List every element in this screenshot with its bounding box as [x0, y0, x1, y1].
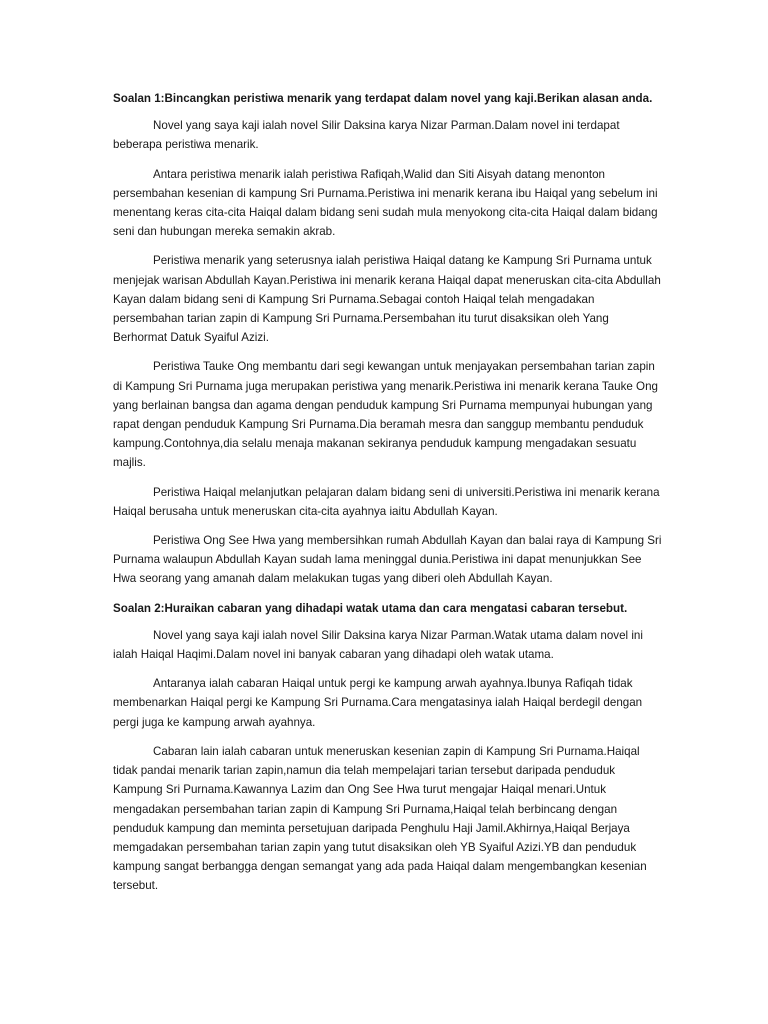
q1-paragraph-3: Peristiwa menarik yang seterusnya ialah peristiwa Haiqal datang ke Kampung Sri Purnama untuk menjejak warisan Abdullah Kayan.Peristiwa ini menarik kerana Haiqal dapat meneruskan cita-cita Abdullah Kayan dalam bidang seni di Kampung Sri Purnama.Sebagai contoh Haiqal telah mengadakan persembahan tarian zapin di Kampung Sri Purnama.Persembahan itu turut disaksikan oleh Yang Berhormat Datuk Syaiful Azizi.: [113, 254, 661, 345]
q1-paragraph-2: Antara peristiwa menarik ialah peristiwa Rafiqah,Walid dan Siti Aisyah datang menonton persembahan kesenian di kampung Sri Purnama.Peristiwa ini menarik kerana ibu Haiqal yang sebelum ini menentang keras cita-cita Haiqal dalam bidang seni sudah mula menyokong cita-cita Haiqal dalam bidang seni dan hubungan mereka semakin akrab.: [113, 167, 658, 239]
question-2-heading: Soalan 2:Huraikan cabaran yang dihadapi watak utama dan cara mengatasi cabaran tersebut.: [113, 601, 628, 615]
question-1-heading: Soalan 1:Bincangkan peristiwa menarik yang terdapat dalam novel yang kaji.Berikan alasan anda.: [113, 92, 653, 105]
q2-paragraph-2: Antaranya ialah cabaran Haiqal untuk pergi ke kampung arwah ayahnya.Ibunya Rafiqah tidak membenarkan Haiqal pergi ke Kampung Sri Purnama.Cara mengatasinya ialah Haiqal berdegil dengan pergi juga ke kampung arwah ayahnya.: [113, 677, 643, 729]
document-body: [113, 89, 663, 906]
q1-paragraph-1: Novel yang saya kaji ialah novel Silir Daksina karya Nizar Parman.Dalam novel ini terdapat beberapa peristiwa menarik.: [113, 119, 620, 152]
q1-paragraph-4: Peristiwa Tauke Ong membantu dari segi kewangan untuk menjayakan persembahan tarian zapin di Kampung Sri Purnama juga merupakan peristiwa yang menarik.Peristiwa ini menarik kerana Tauke Ong yang berlainan bangsa dan agama dengan penduduk kampung Sri Purnama mempunyai hubungan yang rapat dengan penduduk Kampung Sri Purnama.Dia beramah mesra dan sanggup membantu penduduk kampung.Contohnya,dia selalu menaja makanan sekiranya penduduk kampung mengadakan sesuatu majlis.: [113, 360, 658, 470]
q1-paragraph-5: Peristiwa Haiqal melanjutkan pelajaran dalam bidang seni di universiti.Peristiwa ini menarik kerana Haiqal berusaha untuk meneruskan cita-cita ayahnya iaitu Abdullah Kayan.: [113, 485, 660, 518]
q1-paragraph-6: Peristiwa Ong See Hwa yang membersihkan rumah Abdullah Kayan dan balai raya di Kampung Sri Purnama walaupun Abdullah Kayan sudah lama meninggal dunia.Peristiwa ini dapat menunjukkan See Hwa seorang yang amanah dalam melakukan tugas yang diberi oleh Abdullah Kayan.: [113, 534, 662, 586]
q2-paragraph-1: Novel yang saya kaji ialah novel Silir Daksina karya Nizar Parman.Watak utama dalam novel ini ialah Haiqal Haqimi.Dalam novel ini banyak cabaran yang dihadapi oleh watak utama.: [113, 628, 643, 662]
q2-paragraph-3: Cabaran lain ialah cabaran untuk meneruskan kesenian zapin di Kampung Sri Purnama.Haiqal tidak pandai menarik tarian zapin,namun dia telah mempelajari tarian tersebut daripada penduduk Kampung Sri Purnama.Kawannya Lazim dan Ong See Hwa turut mengajar Haiqal menari.Untuk mengadakan persembahan tarian zapin di Kampung Sri Purnama,Haiqal telah berbincang dengan penduduk kampung dan meminta persetujuan daripada Penghulu Haji Jamil.Akhirnya,Haiqal Berjaya memgadakan persembahan tarian zapin yang tutut disaksikan oleh YB Syaiful Azizi.YB dan penduduk kampung sangat berbangga dengan semangat yang ada pada Haiqal dalam mengembangkan kesenian tersebut.: [113, 744, 647, 893]
